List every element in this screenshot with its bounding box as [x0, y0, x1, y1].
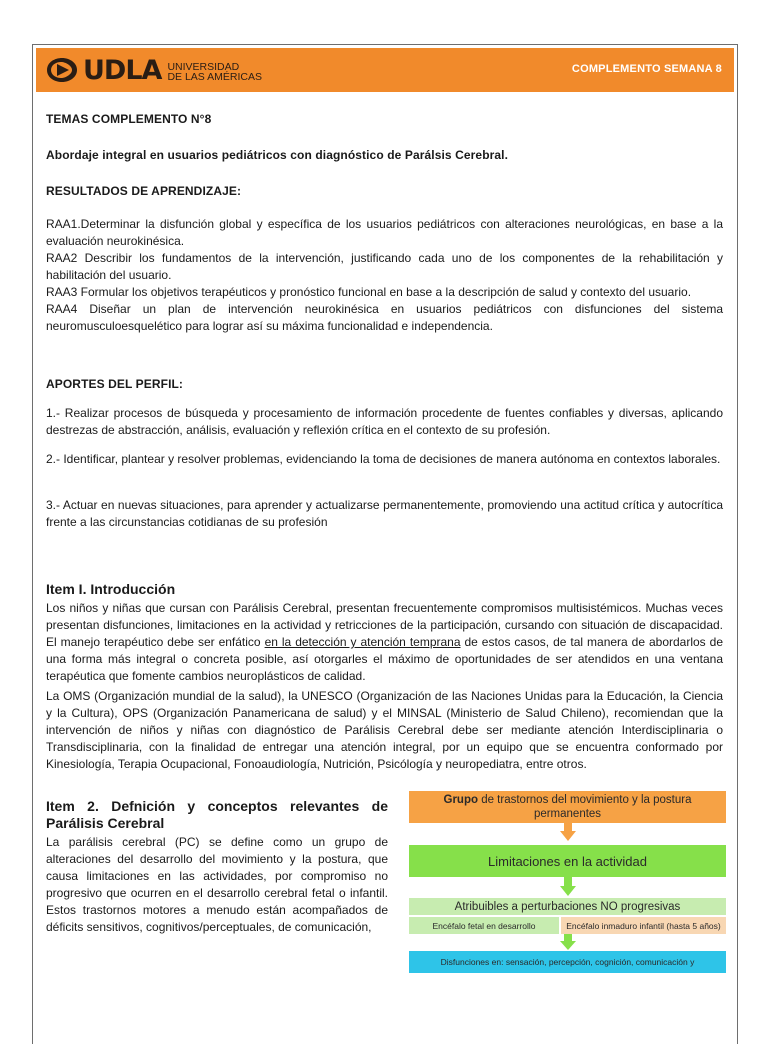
logo-line-2: DE LAS AMÉRICAS [167, 70, 262, 83]
temas-heading: TEMAS COMPLEMENTO N°8 [46, 112, 212, 126]
arrow-2-stem [564, 877, 572, 886]
diagram-box-disfunciones: Disfunciones en: sensación, percepción, cognición, comunicación y [409, 951, 726, 973]
raa-list [46, 216, 723, 335]
item1-title: Item I. Introducción [46, 581, 176, 597]
raa2-text: RAA2 Describir los fundamentos de la intervención, justificando cada uno de los componentes de la rehabilitación y habilitación del usuario. [46, 251, 723, 282]
item1-paragraph-2: La OMS (Organización mundial de la salud), la UNESCO (Organización de las Naciones Unidas para la Educación, la Ciencia y la Cultura), OPS (Organización Panamericana de salud) y el MINSAL (Ministerio de Salud Chileno), recomiendan que la intervención de niños y niñas con diagnóstico de Parálisis Cerebral debe ser mediante atención Interdisciplinaria o Transdisciplinaria, con la finalidad de entregar una atención integral, por un equipo que se encuentra conformado por Kinesiología, Terapia Ocupacional, Fonoaudiología, Nutrición, Psicólogía y neuropediatra, entre otros. [46, 689, 723, 771]
item1-p1-underlined: en la detección y atención temprana [264, 635, 461, 649]
document-header [36, 48, 734, 92]
diagram-box-limitaciones: Limitaciones en la actividad [409, 845, 726, 877]
diagram-box-encefalo-infantil: Encéfalo inmaduro infantil (hasta 5 años) [561, 917, 726, 934]
aporte1-text: 1.- Realizar procesos de búsqueda y procesamiento de información procedente de fuentes confiables y diversas, aplicando destrezas de abstracción, análisis, evaluación y reflexión crítica en el contexto de su profesión. [46, 406, 723, 437]
aporte2-text: 2.- Identificar, plantear y resolver problemas, evidenciando la toma de decisiones de manera autónoma en contextos laborales. [46, 452, 721, 466]
diagram-box-encefalo-fetal: Encéfalo fetal en desarrollo [409, 917, 559, 934]
item2-paragraph: La parálisis cerebral (PC) se define como un grupo de alteraciones del desarrollo del movimiento y la postura, que causa limitaciones en las actividades, por compromiso no progresivo que ocurren en el desarrollo cerebral fetal o infantil. Estos trastornos motores a menudo están acompañados de déficits sensitivos, cognitivos/perceptuales, de comunicación, [46, 835, 388, 934]
abordaje-heading: Abordaje integral en usuarios pediátricos con diagnóstico de Parálsis Cerebral. [46, 148, 509, 162]
item2-title: Item 2. Defnición y conceptos relevantes de Parálisis Cerebral [46, 798, 388, 831]
logo-line-1: UNIVERSIDAD [167, 60, 240, 73]
arrow-1-head [560, 831, 576, 841]
aportes-heading: APORTES DEL PERFIL: [46, 377, 184, 391]
header-week-label: COMPLEMENTO SEMANA 8 [571, 63, 722, 75]
diagram-box-grupo-bold: Grupo [443, 794, 478, 806]
logo-wordmark: UDLA [83, 54, 162, 86]
pc-definition-diagram [409, 791, 726, 976]
item1-paragraph-1 [46, 600, 723, 685]
item1-p1-start: Los niños y niñas que cursan con Parálisis Cerebral, presentan frecuentemente compromisos multisistémicos. Muchas veces presentan disfunciones, limitaciones en la actividad y retricciones de la participación, cursando con situación de discapacidad. El manejo terapéutico debe ser enfático [46, 601, 723, 649]
resultados-heading: RESULTADOS DE APRENDIZAJE: [46, 184, 242, 198]
udla-logo-icon [45, 57, 79, 83]
arrow-2-head [560, 886, 576, 896]
raa1-text: RAA1.Determinar la disfunción global y específica de los usuarios pediátricos con alteraciones neurológicas, en base a la evaluación neurokinésica. [46, 217, 723, 248]
raa4-text: RAA4 Diseñar un plan de intervención neurokinésica en usuarios pediátricos con disfunciones del sistema neuromusculoesquelético para lograr así su máxima funcionalidad e independencia. [46, 302, 723, 333]
diagram-box-grupo-rest: de trastornos del movimiento y la postura permanentes [478, 794, 692, 820]
arrow-3-head [560, 941, 576, 950]
diagram-box-atribuibles: Atribuibles a perturbaciones NO progresivas [409, 898, 726, 915]
diagram-box-grupo-text [409, 793, 726, 821]
arrow-3-stem [564, 934, 572, 941]
arrow-1-stem [564, 823, 572, 831]
aporte3-text: 3.- Actuar en nuevas situaciones, para aprender y actualizarse permanentemente, promoviendo una actitud crítica y autocrítica frente a las circunstancias cotidianas de su profesión [46, 498, 723, 529]
diagram-box-grupo [409, 791, 726, 823]
item1-p1-end: de estos casos, de tal manera de abordarlos de una forma más integral o concreta posible, así otorgarles el máximo de oportunidades de ser atendidos en una ventana terapéutica que fomente cambios neuroplásticos de calidad. [46, 635, 723, 683]
udla-logo [45, 48, 262, 92]
logo-subtitle [167, 62, 262, 82]
raa3-text: RAA3 Formular los objetivos terapéuticos y pronóstico funcional en base a la descripción de salud y contexto del usuario. [46, 285, 692, 299]
